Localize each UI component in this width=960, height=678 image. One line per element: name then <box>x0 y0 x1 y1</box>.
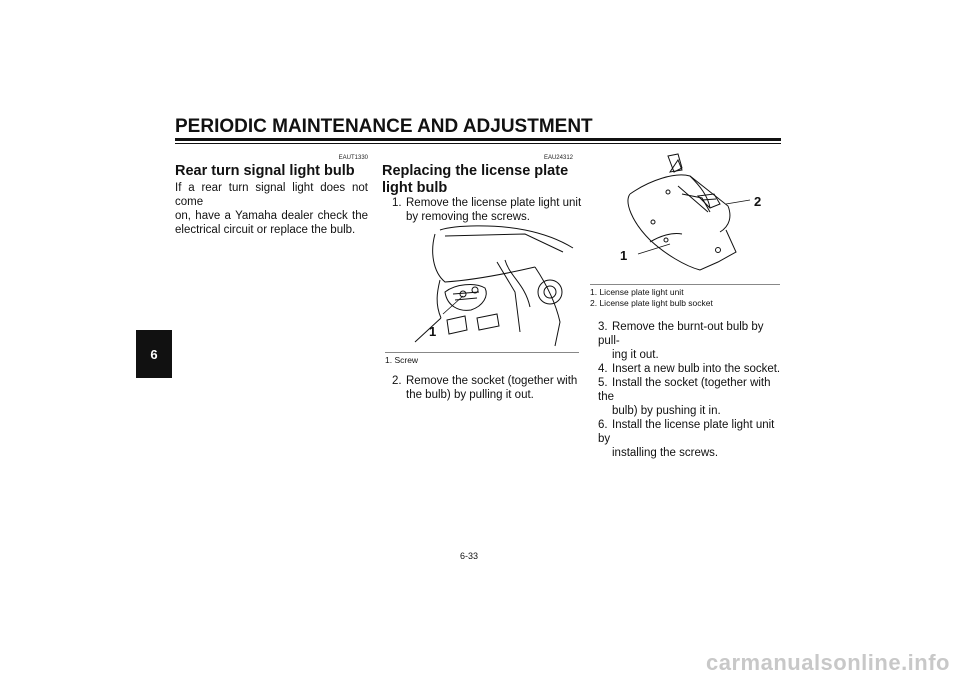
step-text: Insert a new bulb into the socket. <box>612 363 781 375</box>
paragraph-line: electrical circuit or replace the bulb. <box>175 224 356 236</box>
step-3 <box>598 320 788 362</box>
figure-screw-location <box>385 222 580 350</box>
fig-outline <box>630 175 730 232</box>
fig-line <box>678 186 708 212</box>
fig-line <box>445 234 563 252</box>
fig-line <box>702 199 716 200</box>
step-text: Install the socket (together with the <box>598 377 771 403</box>
heading-line: Replacing the license plate <box>382 163 569 179</box>
step-1 <box>392 196 582 224</box>
caption-item: 2. License plate light bulb socket <box>590 298 713 308</box>
figure-callout-1: 1 <box>620 248 628 263</box>
step-text-cont: by removing the screws. <box>406 211 530 223</box>
step-text: Remove the socket (together with <box>406 375 578 387</box>
page-header-title: PERIODIC MAINTENANCE AND ADJUSTMENT <box>175 116 593 137</box>
step-text: Remove the burnt-out bulb by pull- <box>598 321 764 347</box>
callout-leader-2 <box>726 200 750 204</box>
fig-line <box>535 267 560 346</box>
fig-line <box>433 234 535 282</box>
steps-3-to-6 <box>598 320 788 460</box>
section-heading-rear-turn-signal: Rear turn signal light bulb <box>175 163 355 179</box>
screw-icon <box>716 248 721 253</box>
fig-shape <box>544 286 556 298</box>
fig-line <box>437 280 441 318</box>
step-2 <box>392 374 582 402</box>
step-text-cont: bulb) by pushing it in. <box>612 405 721 417</box>
fig-line <box>690 176 710 208</box>
fig-shape <box>538 280 562 304</box>
step-text-cont: installing the screws. <box>612 447 719 459</box>
step-number: 5. <box>598 377 608 389</box>
figure-rule <box>590 284 780 285</box>
fig-line <box>415 318 441 342</box>
step-6 <box>598 418 788 460</box>
paragraph-line: If a rear turn signal light does not come <box>175 182 368 208</box>
screw-icon <box>666 190 670 194</box>
figure-rule <box>385 352 579 353</box>
figure-license-plate-light-unit <box>590 150 780 285</box>
section-heading-license-plate <box>382 163 568 197</box>
page-number: 6-33 <box>460 551 479 561</box>
screw-icon <box>651 220 655 224</box>
step-number: 3. <box>598 321 608 333</box>
figure-callout-1: 1 <box>429 324 437 339</box>
fig-line <box>668 154 682 172</box>
fig-outline <box>628 194 736 270</box>
step-text-cont: ing it out. <box>612 349 659 361</box>
step-4 <box>598 362 788 376</box>
callout-leader <box>443 296 463 314</box>
fig-line <box>505 260 530 307</box>
step-text-cont: the bulb) by pulling it out. <box>406 389 534 401</box>
paragraph-line: on, have a Yamaha dealer check the <box>175 210 368 222</box>
section-tab-label: 6 <box>150 346 158 362</box>
step-5 <box>598 376 788 418</box>
section-code: EAU24312 <box>543 155 573 161</box>
header-rule-thin <box>175 143 781 144</box>
screw-icon <box>664 238 668 242</box>
step-number: 1. <box>392 197 402 209</box>
fig-shape <box>477 314 499 330</box>
figure-captions <box>590 287 713 309</box>
section-tab[interactable] <box>136 330 172 378</box>
heading-line: light bulb <box>382 180 448 196</box>
step-number: 2. <box>392 375 402 387</box>
step-text: Remove the license plate light unit <box>406 197 582 209</box>
step-number: 4. <box>598 363 608 375</box>
header-rule <box>175 138 781 141</box>
fig-line <box>440 226 573 248</box>
watermark: carmanualsonline.info <box>706 650 950 675</box>
caption-item: 1. License plate light unit <box>590 287 684 297</box>
section-code: EAUT1330 <box>338 155 368 161</box>
figure-callout-2: 2 <box>754 194 762 209</box>
fig-shape <box>447 316 467 334</box>
step-number: 6. <box>598 419 608 431</box>
step-text: Install the license plate light unit by <box>598 419 775 445</box>
rear-turn-signal-paragraph <box>175 181 368 237</box>
figure-caption: 1. Screw <box>385 355 419 365</box>
